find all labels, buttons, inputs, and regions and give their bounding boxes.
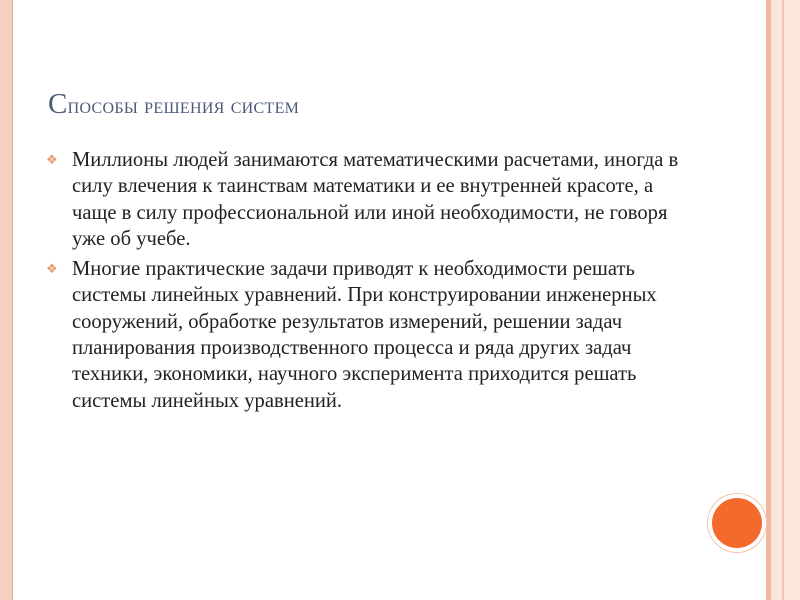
frame-right-band	[771, 0, 800, 600]
frame-right-inner	[782, 0, 784, 600]
slide-title: Способы решения систем	[48, 88, 300, 120]
diamond-bullet-icon: ❖	[46, 153, 58, 168]
accent-circle	[712, 498, 762, 548]
bullet-text: Миллионы людей занимаются математическими расчетами, иногда в силу влечения к таинствам математики и ее внутренней красоте, а чаще в силу профессиональной или иной необходимости, не говоря уже об учебе.	[72, 149, 679, 250]
bullet-item	[44, 256, 684, 414]
frame-left-edge	[12, 0, 13, 600]
bullet-item	[44, 147, 684, 252]
frame-left-stripe	[0, 0, 12, 600]
diamond-bullet-icon: ❖	[46, 262, 58, 278]
bullet-list	[44, 147, 684, 418]
bullet-text: Многие практические задачи приводят к необходимости решать системы линейных уравнений. При конструировании инженерных сооружений, обработке результатов измерений, решении задач планирования производственного процесса и ряда других задач техники, экономики, научного эксперимента приходится решать системы линейных уравнений.	[72, 258, 657, 412]
